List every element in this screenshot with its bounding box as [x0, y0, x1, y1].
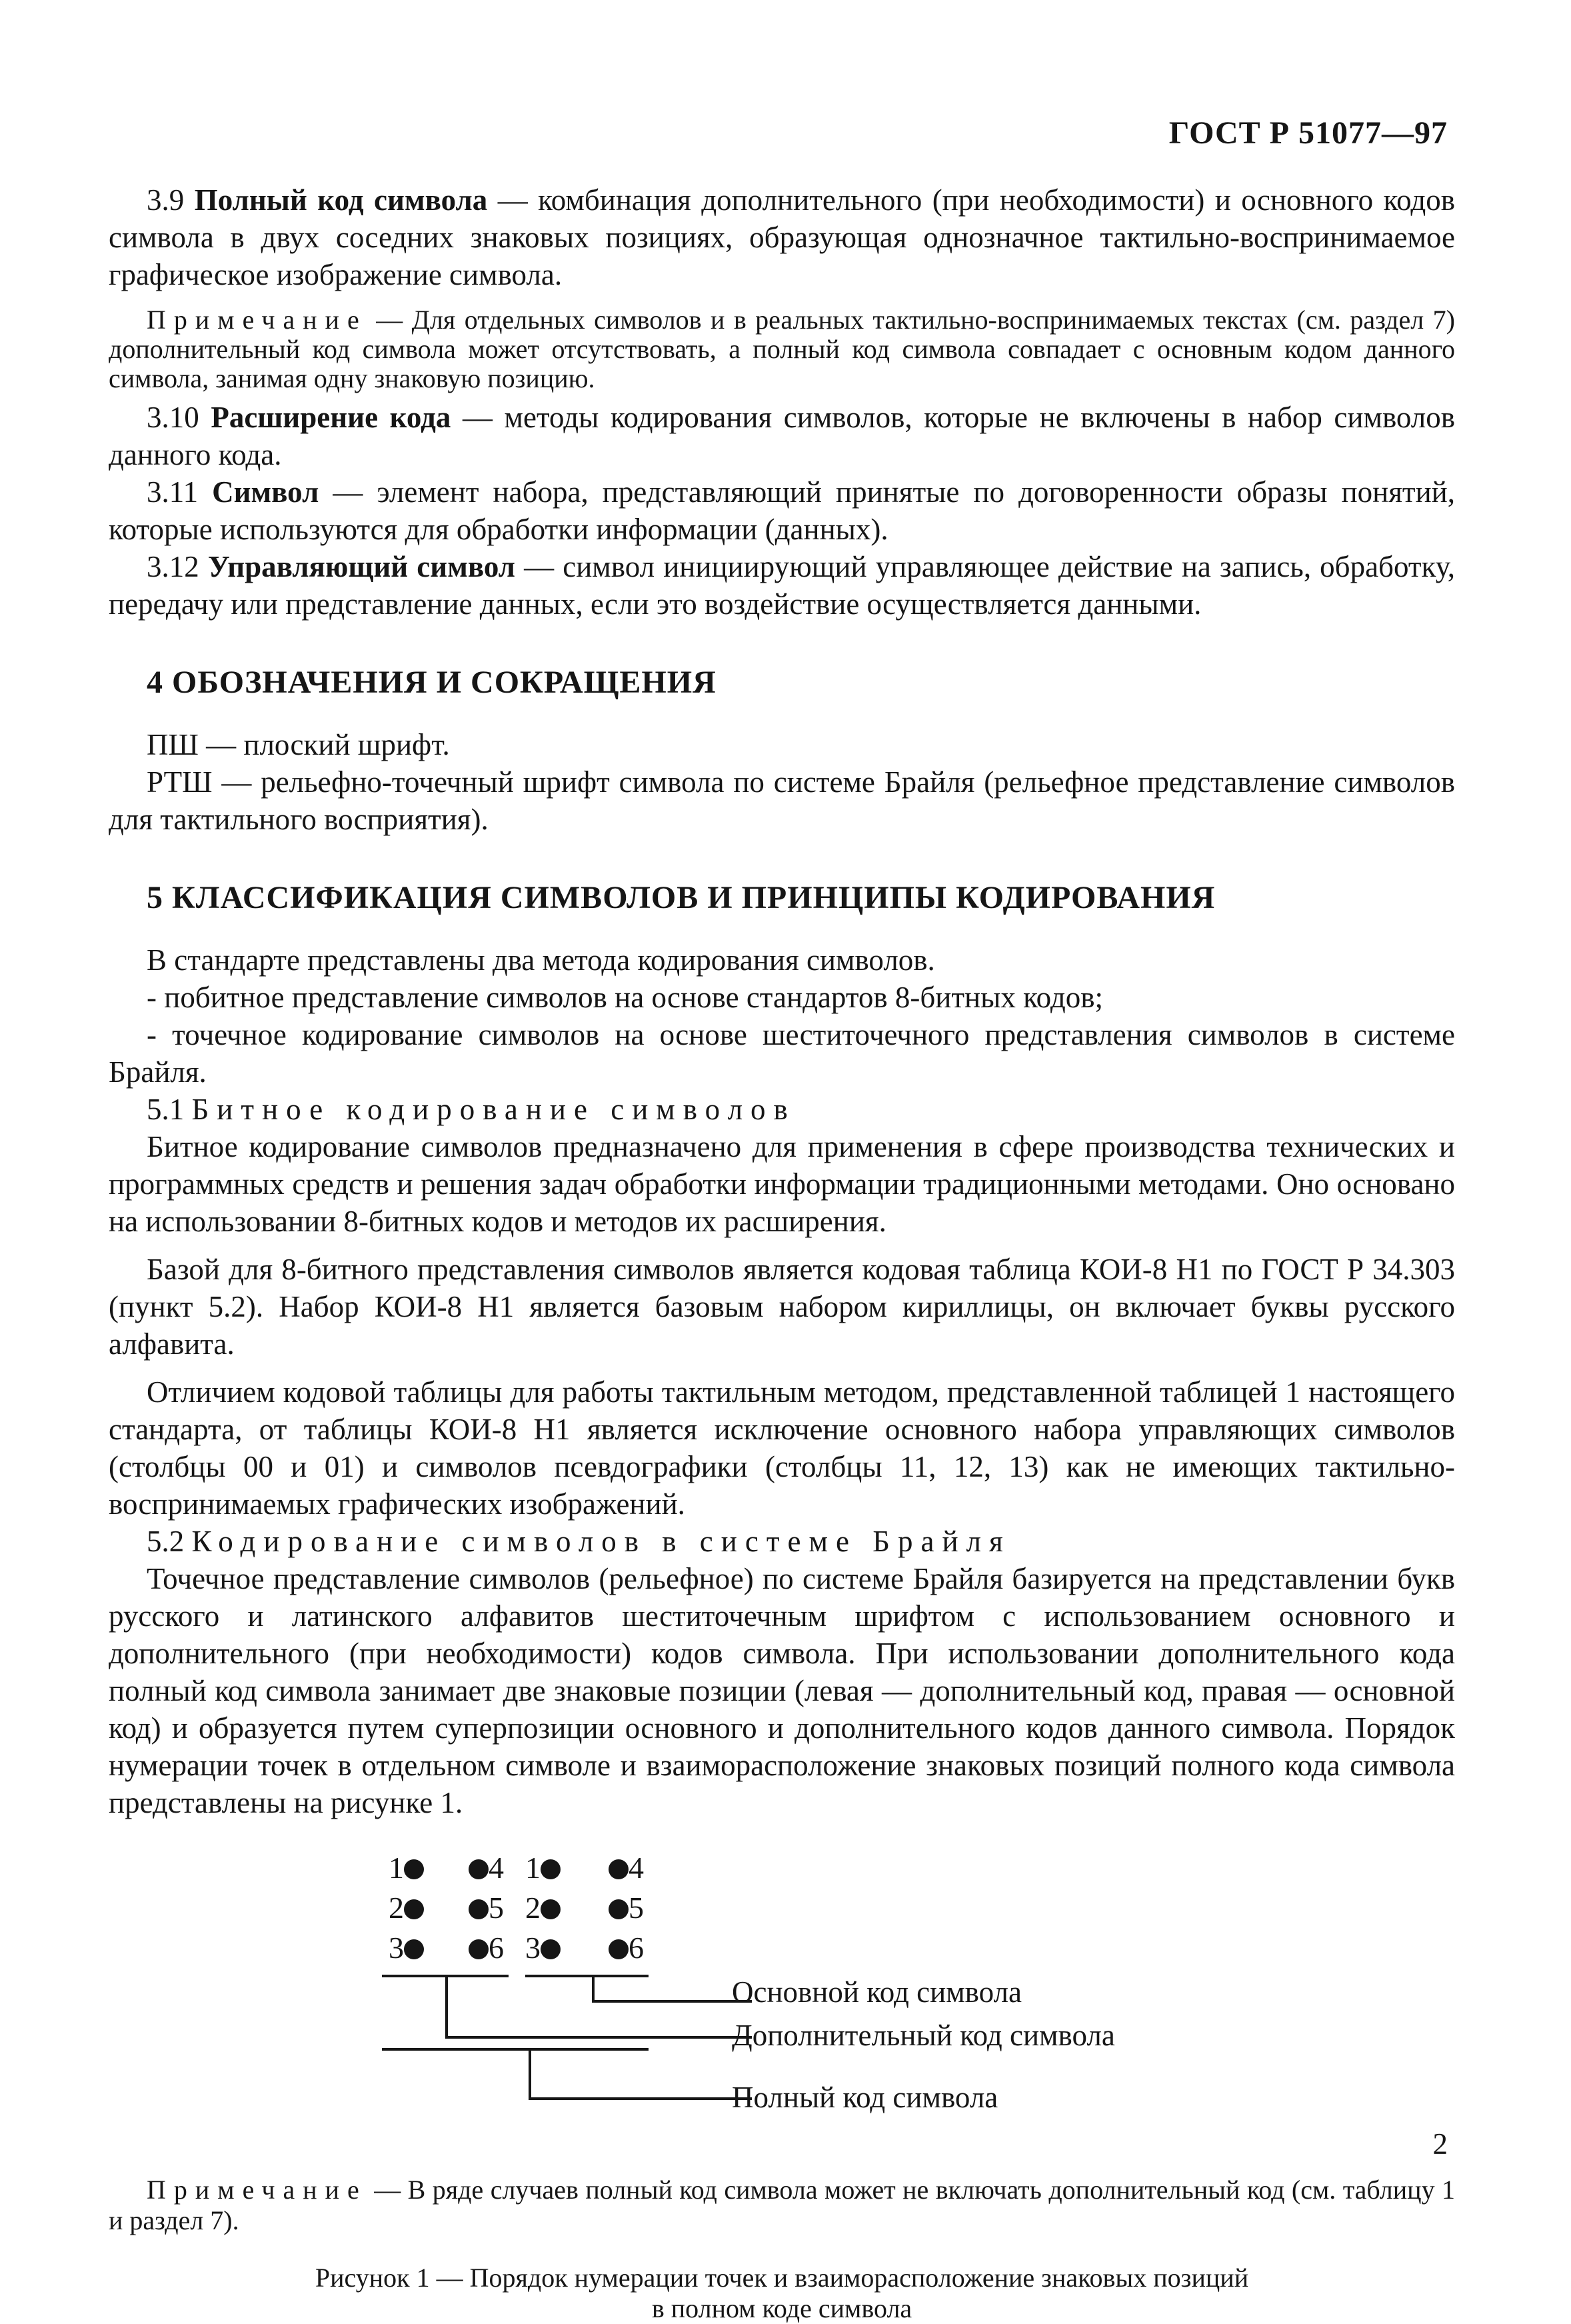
- clause-term: Символ: [212, 475, 319, 509]
- standard-header: ГОСТ Р 51077—97: [1168, 115, 1448, 151]
- figure-note: [109, 2175, 1455, 2236]
- dot-number: 2: [525, 1891, 541, 1925]
- clause-term: Полный код символа: [194, 183, 488, 217]
- clause-3-12: [109, 548, 1455, 623]
- note-text: — В ряде случаев полный код символа может не включать дополнительный код (см. таблицу 1 и раздел 7).: [109, 2175, 1455, 2235]
- braille-row: [469, 1848, 504, 1888]
- note-label: Примечание: [147, 305, 367, 335]
- braille-row: [525, 1888, 561, 1928]
- label-full-code: Полный код символа: [732, 2081, 998, 2114]
- clause-term: Управляющий символ: [207, 550, 516, 583]
- clause-number: 3.12: [147, 550, 208, 583]
- bracket-line: [525, 1975, 649, 1977]
- abbrev-rtsh: РТШ — рельефно-точечный шрифт символа по системе Брайля (рельефное представление символов для тактильного восприятия).: [109, 765, 1455, 836]
- bracket-line: [592, 2000, 752, 2003]
- braille-dot-icon: [609, 1859, 629, 1879]
- clause-number: 3.10: [147, 401, 211, 434]
- clause-text: — символ инициирующий управляющее действие на запись, обработку, передачу или представление данных, если это воздействие осуществляется данными.: [109, 550, 1455, 621]
- clause-3-10: [109, 399, 1455, 473]
- braille-figure: [109, 1836, 1455, 2149]
- note-text: — Для отдельных символов и в реальных тактильно-воспринимаемых текстах (см. раздел 7) дополнительный код символа может отсутствовать, а полный код символа совпадает с основным кодом данного символа, занимая одну знаковую позицию.: [109, 305, 1455, 393]
- clause-3-9: [109, 181, 1455, 293]
- dot-number: 3: [389, 1931, 404, 1965]
- braille-dot-icon: [404, 1899, 424, 1919]
- braille-row: [609, 1848, 644, 1888]
- bracket-line: [445, 1977, 448, 2037]
- clause-text: — методы кодирования символов, которые не включены в набор символов данного кода.: [109, 401, 1455, 471]
- caption-line: в полном коде символа: [651, 2293, 912, 2323]
- braille-row: [389, 1888, 424, 1928]
- section-5-heading: 5 КЛАССИФИКАЦИЯ СИМВОЛОВ И ПРИНЦИПЫ КОДИРОВАНИЯ: [147, 880, 1216, 915]
- dot-number: 1: [525, 1851, 541, 1885]
- paragraph: Битное кодирование символов предназначено для применения в сфере производства технических и программных средств и решения задач обработки информации традиционными методами. Оно основано на использовании 8-битных кодов и методов их расширения.: [109, 1130, 1455, 1238]
- list-item: - точечное кодирование символов на основе шеститочечного представления символов в системе Брайля.: [109, 1018, 1455, 1089]
- braille-row: [609, 1928, 644, 1968]
- braille-row: [389, 1928, 424, 1968]
- braille-row: [525, 1848, 561, 1888]
- clause-3-11: [109, 473, 1455, 548]
- braille-dot-icon: [469, 1939, 489, 1959]
- abbrev-psh: ПШ — плоский шрифт.: [147, 728, 450, 761]
- dot-number: 1: [389, 1851, 404, 1885]
- subsection-5-2-heading: [109, 1523, 1455, 1560]
- page-number: 2: [1432, 2127, 1448, 2161]
- clause-text: — комбинация дополнительного (при необходимости) и основного кодов символа в двух соседних знаковых позициях, образующая однозначное тактильно-воспринимаемое графическое изображение символа.: [109, 183, 1456, 291]
- braille-row: [469, 1928, 504, 1968]
- subsection-number: 5.1: [147, 1093, 192, 1126]
- list-item: - побитное представление символов на основе стандартов 8-битных кодов;: [147, 981, 1104, 1014]
- note-3-9: [109, 305, 1455, 393]
- braille-dot-icon: [469, 1899, 489, 1919]
- bracket-line: [382, 2048, 649, 2051]
- label-extra-code: Дополнительный код символа: [732, 2019, 1115, 2052]
- bracket-line: [529, 2097, 752, 2100]
- bracket-line: [592, 1977, 595, 2001]
- label-main-code: Основной код символа: [732, 1975, 1022, 2009]
- clause-text: — элемент набора, представляющий принятые по договоренности образы понятий, которые используются для обработки информации (данных).: [109, 475, 1455, 546]
- dot-number: 3: [525, 1931, 541, 1965]
- braille-dot-icon: [541, 1899, 561, 1919]
- dot-number: 5: [629, 1891, 644, 1925]
- braille-dot-icon: [469, 1859, 489, 1879]
- dot-number: 6: [629, 1931, 644, 1965]
- dot-number: 5: [489, 1891, 504, 1925]
- clause-number: 3.11: [147, 475, 213, 509]
- braille-dot-icon: [404, 1859, 424, 1879]
- dot-number: 4: [489, 1851, 504, 1885]
- dot-number: 6: [489, 1931, 504, 1965]
- section-5-intro: В стандарте представлены два метода кодирования символов.: [147, 943, 935, 977]
- clause-number: 3.9: [147, 183, 195, 217]
- bracket-line: [529, 2051, 531, 2099]
- braille-dot-icon: [609, 1899, 629, 1919]
- subsection-title: Кодирование символов в системе Брайля: [191, 1525, 1011, 1558]
- subsection-title: Битное кодирование символов: [191, 1093, 796, 1126]
- figure-caption: [109, 2263, 1455, 2324]
- paragraph: Отличием кодовой таблицы для работы тактильным методом, представленной таблицей 1 настоящего стандарта, от таблицы КОИ-8 Н1 является исключение основного набора управляющих символов (столбцы 00 и 01) и символов псевдографики (столбцы 11, 12, 13) как не имеющих тактильно-воспринимаемых графических изображений.: [109, 1375, 1455, 1521]
- page-content: [109, 181, 1455, 2324]
- braille-dot-icon: [609, 1939, 629, 1959]
- section-4-heading: 4 ОБОЗНАЧЕНИЯ И СОКРАЩЕНИЯ: [147, 665, 717, 700]
- subsection-5-1-heading: [109, 1091, 1455, 1128]
- paragraph: Базой для 8-битного представления символов является кодовая таблица КОИ-8 Н1 по ГОСТ Р 34.303 (пункт 5.2). Набор КОИ-8 Н1 является базовым набором кириллицы, он включает буквы русского алфавита.: [109, 1253, 1455, 1361]
- caption-line: Рисунок 1 — Порядок нумерации точек и взаиморасположение знаковых позиций: [315, 2263, 1249, 2293]
- dot-number: 2: [389, 1891, 404, 1925]
- braille-row: [525, 1928, 561, 1968]
- clause-term: Расширение кода: [211, 401, 451, 434]
- dot-number: 4: [629, 1851, 644, 1885]
- bracket-line: [445, 2036, 752, 2039]
- braille-dot-icon: [541, 1939, 561, 1959]
- braille-dot-icon: [404, 1939, 424, 1959]
- braille-dot-icon: [541, 1859, 561, 1879]
- note-label: Примечание: [147, 2175, 367, 2205]
- subsection-number: 5.2: [147, 1525, 192, 1558]
- paragraph: Точечное представление символов (рельефное) по системе Брайля базируется на представлении букв русского и латинского алфавитов шеститочечным шрифтом с использованием основного и дополнительного (при необходимости) кодов символа. При использовании дополнительного кода полный код символа занимает две знаковые позиции (левая — дополнительный код, правая — основной код) и образуется путем суперпозиции основного и дополнительного кодов данного символа. Порядок нумерации точек в отдельном символе и взаиморасположение знаковых позиций полного кода символа представлены на рисунке 1.: [109, 1562, 1455, 1819]
- braille-row: [469, 1888, 504, 1928]
- braille-row: [609, 1888, 644, 1928]
- braille-row: [389, 1848, 424, 1888]
